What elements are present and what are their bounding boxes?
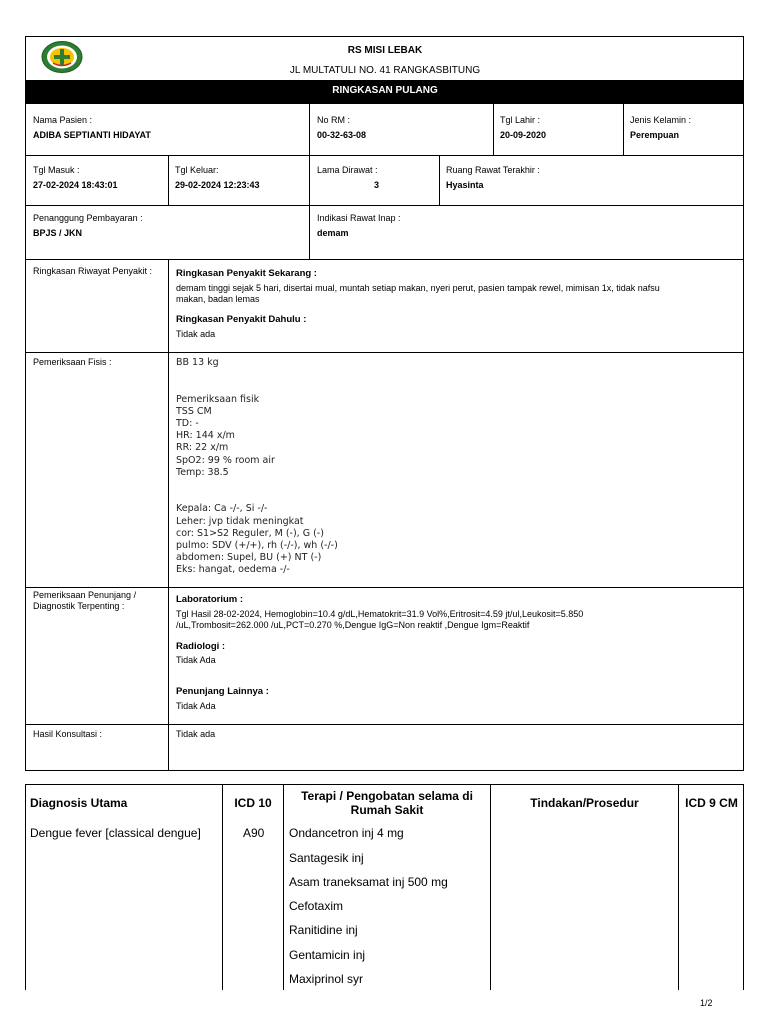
row-divider bbox=[26, 205, 744, 206]
ward-label: Ruang Rawat Terakhir : bbox=[446, 165, 540, 175]
physical-exam-label: Pemeriksaan Fisis : bbox=[33, 357, 112, 367]
dob-value: 20-09-2020 bbox=[500, 130, 547, 140]
history-label: Ringkasan Riwayat Penyakit : bbox=[33, 266, 153, 276]
discharge-label: Tgl Keluar: bbox=[175, 165, 219, 175]
hospital-address: JL MULTATULI NO. 41 RANGKASBITUNG bbox=[289, 65, 481, 76]
current-illness-heading: Ringkasan Penyakit Sekarang : bbox=[176, 268, 317, 279]
indication-label: Indikasi Rawat Inap : bbox=[317, 213, 401, 223]
therapy-item: Cefotaxim bbox=[289, 899, 344, 913]
consult-value: Tidak ada bbox=[176, 729, 216, 739]
payer-label: Penanggung Pembayaran : bbox=[33, 213, 143, 223]
col-divider bbox=[309, 205, 310, 259]
sex-label: Jenis Kelamin : bbox=[630, 115, 692, 125]
document-title: RINGKASAN PULANG bbox=[332, 85, 438, 96]
past-illness-heading: Ringkasan Penyakit Dahulu : bbox=[176, 314, 307, 325]
row-divider bbox=[26, 259, 744, 260]
therapy-item: Gentamicin inj bbox=[289, 948, 366, 962]
row-divider bbox=[26, 724, 744, 725]
col-divider bbox=[309, 104, 310, 155]
los-label: Lama Dirawat : bbox=[317, 165, 378, 175]
col-header-diagnosis: Diagnosis Utama bbox=[30, 796, 128, 810]
ward-value: Hyasinta bbox=[446, 180, 484, 190]
col-divider bbox=[493, 104, 494, 155]
col-header-procedure: Tindakan/Prosedur bbox=[530, 796, 639, 810]
rm-label: No RM : bbox=[317, 115, 351, 125]
col-divider bbox=[490, 784, 491, 990]
col-divider bbox=[168, 259, 169, 771]
therapy-item: Santagesik inj bbox=[289, 851, 364, 865]
radiology-heading: Radiologi : bbox=[176, 641, 226, 652]
los-value: 3 bbox=[374, 180, 380, 190]
therapy-item: Ondancetron inj 4 mg bbox=[289, 826, 404, 840]
other-support-value: Tidak Ada bbox=[176, 701, 216, 711]
indication-value: demam bbox=[317, 228, 349, 238]
therapy-item: Maxiprinol syr bbox=[289, 972, 364, 986]
patient-name-label: Nama Pasien : bbox=[33, 115, 93, 125]
page-number: 1/2 bbox=[700, 998, 713, 1008]
col-divider bbox=[309, 155, 310, 205]
current-illness-line: makan, badan lemas bbox=[176, 294, 260, 304]
sex-value: Perempuan bbox=[630, 130, 680, 140]
past-illness-value: Tidak ada bbox=[176, 329, 216, 339]
radiology-value: Tidak Ada bbox=[176, 655, 216, 665]
dob-label: Tgl Lahir : bbox=[500, 115, 541, 125]
col-divider bbox=[168, 155, 169, 205]
col-header-therapy: Rumah Sakit bbox=[350, 803, 424, 817]
col-divider bbox=[439, 155, 440, 205]
patient-name: ADIBA SEPTIANTI HIDAYAT bbox=[33, 130, 151, 140]
lab-result-line: /uL,Trombosit=262.000 /uL,PCT=0.270 %,Dengue IgG=Non reaktif ,Dengue Igm=Reaktif bbox=[176, 620, 530, 630]
row-divider bbox=[26, 587, 744, 588]
icd10-value: A90 bbox=[243, 826, 265, 840]
diagnosis-value: Dengue fever [classical dengue] bbox=[30, 826, 201, 840]
rm-number: 00-32-63-08 bbox=[317, 130, 367, 140]
admit-date: 27-02-2024 18:43:01 bbox=[33, 180, 118, 190]
support-exam-label: Pemeriksaan Penunjang / bbox=[33, 590, 137, 600]
col-header-icd10: ICD 10 bbox=[234, 796, 272, 810]
consult-label: Hasil Konsultasi : bbox=[33, 729, 103, 739]
other-support-heading: Penunjang Lainnya : bbox=[176, 686, 269, 697]
col-divider bbox=[623, 104, 624, 155]
lab-heading: Laboratorium : bbox=[176, 594, 244, 605]
admit-label: Tgl Masuk : bbox=[33, 165, 80, 175]
therapy-item: Asam traneksamat inj 500 mg bbox=[289, 875, 448, 889]
row-divider bbox=[26, 352, 744, 353]
col-header-therapy: Terapi / Pengobatan selama di bbox=[301, 789, 473, 803]
physical-exam-text: BB 13 kg Pemeriksaan fisik TSS CM TD: - HR: 144 x/m RR: 22 x/m SpO2: 99 % room air Temp: 38.5 Kepala: Ca -/-, Si -/- Leher: jvp tidak meningkat cor: S1>S2 Reguler, M (-), G (-) pulmo: SDV (+/+), rh (-/-), wh (-/-) abdomen: Supel, BU (+) NT (-) Eks: hangat, oedema -/- bbox=[176, 357, 338, 576]
col-divider bbox=[222, 784, 223, 990]
page-frame-top bbox=[25, 36, 744, 771]
payer-value: BPJS / JKN bbox=[33, 228, 83, 238]
col-header-icd9: ICD 9 CM bbox=[685, 796, 738, 810]
lab-result-line: Tgl Hasil 28-02-2024, Hemoglobin=10.4 g/dL,Hematokrit=31.9 Vol%,Eritrosit=4.59 jt/ul,Leukosit=5.850 bbox=[176, 609, 584, 619]
hospital-name: RS MISI LEBAK bbox=[347, 45, 423, 56]
support-exam-label: Diagnostik Terpenting : bbox=[33, 601, 125, 611]
col-divider bbox=[678, 784, 679, 990]
therapy-item: Ranitidine inj bbox=[289, 923, 358, 937]
row-divider bbox=[26, 155, 744, 156]
current-illness-line: demam tinggi sejak 5 hari, disertai mual, muntah setiap makan, nyeri perut, pasien tampak rewel, mimisan 1x, tidak nafsu bbox=[176, 283, 660, 293]
discharge-date: 29-02-2024 12:23:43 bbox=[175, 180, 260, 190]
